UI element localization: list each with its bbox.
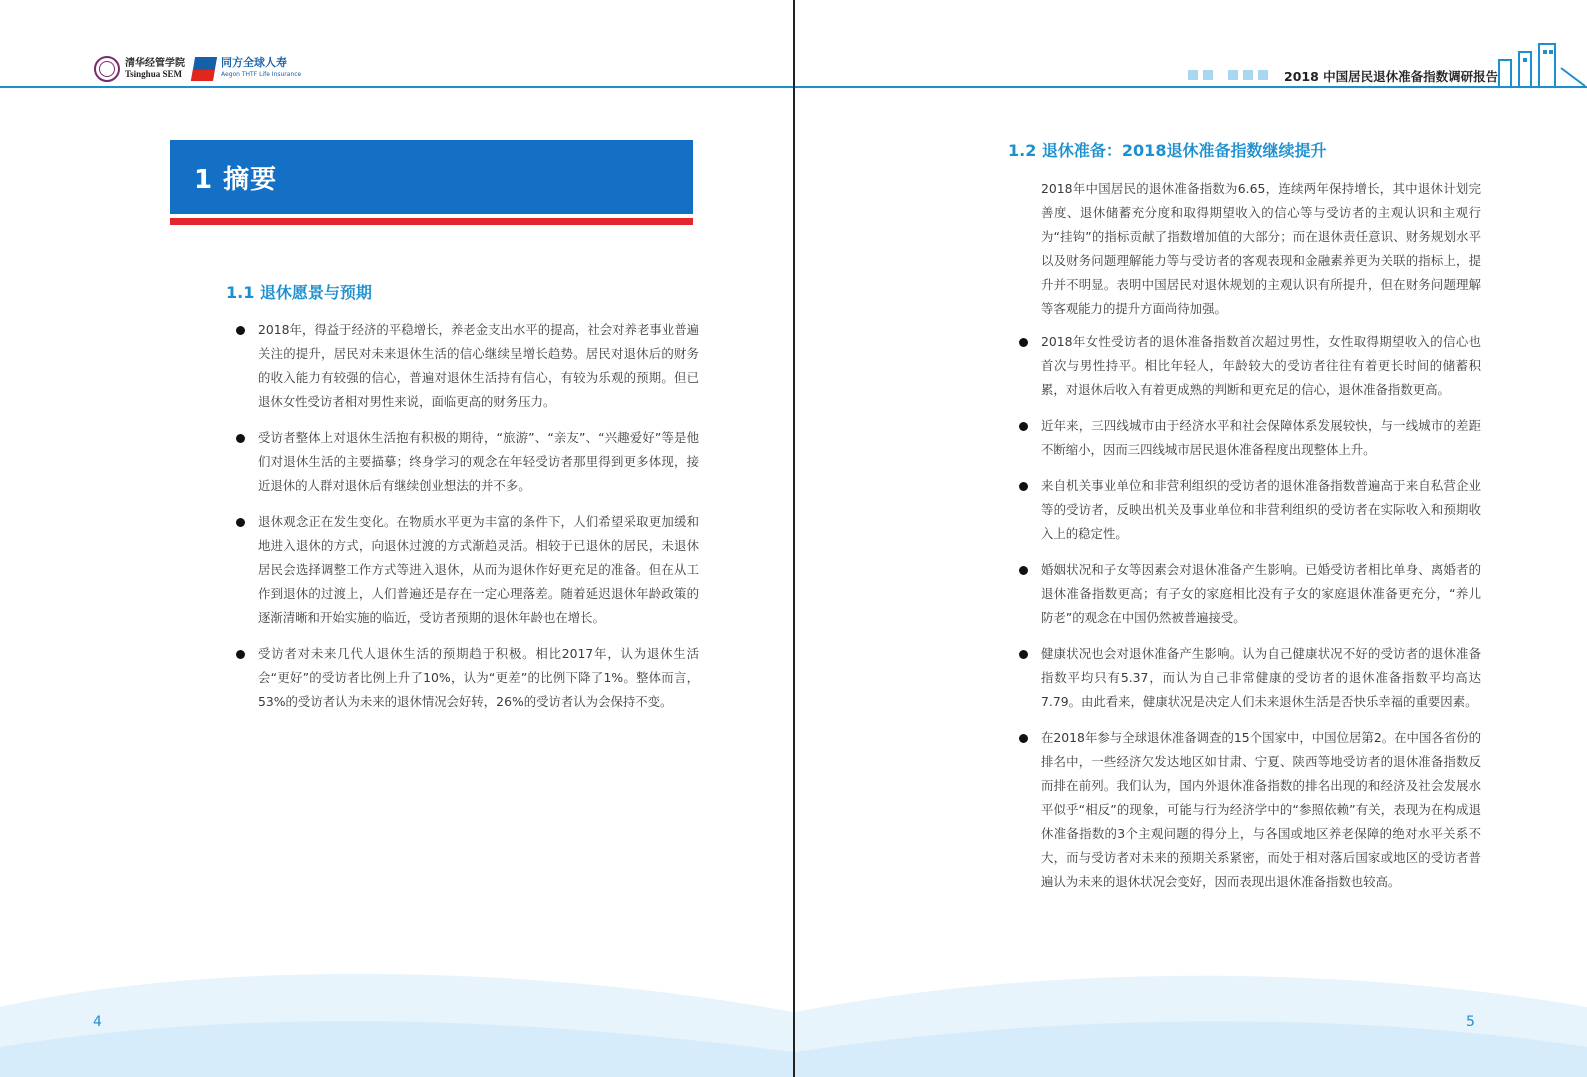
sem-name-en: Tsinghua SEM bbox=[125, 69, 182, 79]
list-item: 婚姻状况和子女等因素会对退休准备产生影响。已婚受访者相比单身、离婚者的退休准备指数更高；有子女的家庭相比没有子女的家庭退休准备更充分，“养儿防老”的观念在中国仍然被普遍接受。 bbox=[1019, 558, 1481, 630]
logos bbox=[94, 54, 301, 84]
list-item: 近年来，三四线城市由于经济水平和社会保障体系发展较快，与一线城市的差距不断缩小，因而三四线城市居民退休准备程度出现整体上升。 bbox=[1019, 414, 1481, 462]
chapter-title: 1 摘要 bbox=[194, 164, 278, 195]
list-item: 受访者对未来几代人退休生活的预期趋于积极。相比2017年，认为退休生活会“更好”的受访者比例上升了10%，认为“更差”的比例下降了1%。整体而言，53%的受访者认为未来的退休情况会好转，26%的受访者认为会保持不变。 bbox=[236, 642, 699, 714]
tsinghua-sem-logo bbox=[94, 56, 185, 82]
decor-square bbox=[1188, 70, 1198, 80]
decor-square bbox=[1203, 70, 1213, 80]
wave-decoration bbox=[0, 967, 793, 1077]
sem-name-cn: 清华经管学院 bbox=[125, 58, 185, 69]
skyline-icon bbox=[1497, 38, 1587, 90]
list-item: 受访者整体上对退休生活抱有积极的期待，“旅游”、“亲友”、“兴趣爱好”等是他们对退休生活的主要描摹；终身学习的观念在年轻受访者那里得到更多体现，接近退休的人群对退休后有继续创业想法的并不多。 bbox=[236, 426, 699, 498]
aegon-name-en: Aegon THTF Life Insurance bbox=[221, 71, 302, 78]
page-number-left: 4 bbox=[93, 1014, 102, 1030]
seal-icon bbox=[94, 56, 120, 82]
list-item: 退休观念正在发生变化。在物质水平更为丰富的条件下，人们希望采取更加缓和地进入退休的方式，向退休过渡的方式渐趋灵活。相较于已退休的居民，未退休居民会选择调整工作方式等进入退休，从而为退休作好更充足的准备。但在从工作到退休的过渡上，人们普遍还是存在一定心理落差。随着延迟退休年龄政策的逐渐清晰和开始实施的临近，受访者预期的退休年龄也在增长。 bbox=[236, 510, 699, 630]
decor-square bbox=[1258, 70, 1268, 80]
right-page bbox=[795, 0, 1587, 1077]
aegon-name-cn: 同方全球人寿 bbox=[221, 56, 287, 69]
report-title: 2018 中国居民退休准备指数调研报告 bbox=[1284, 69, 1499, 84]
bullet-list-right bbox=[1019, 330, 1481, 906]
list-item: 2018年女性受访者的退休准备指数首次超过男性，女性取得期望收入的信心也首次与男性持平。相比年轻人，年龄较大的受访者往往有着更长时间的储蓄积累，对退休后收入有着更成熟的判断和更充足的信心，退休准备指数更高。 bbox=[1019, 330, 1481, 402]
header-squares bbox=[1188, 70, 1268, 80]
list-item: 来自机关事业单位和非营利组织的受访者的退休准备指数普遍高于来自私营企业等的受访者，反映出机关及事业单位和非营利组织的受访者在实际收入和预期收入上的稳定性。 bbox=[1019, 474, 1481, 546]
list-item: 在2018年参与全球退休准备调查的15个国家中，中国位居第2。在中国各省份的排名中，一些经济欠发达地区如甘肃、宁夏、陕西等地受访者的退休准备指数反而排在前列。我们认为，国内外退休准备指数的排名出现的和经济及社会发展水平似乎“相反”的现象，可能与行为经济学中的“参照依赖”有关，表现为在构成退休准备指数的3个主观问题的得分上，与各国或地区养老保障的绝对水平关系不大，而与受访者对未来的预期关系紧密，而处于相对落后国家或地区的受访者普遍认为未来的退休状况会变好，因而表现出退休准备指数也较高。 bbox=[1019, 726, 1481, 894]
decor-square bbox=[1243, 70, 1253, 80]
intro-paragraph: 2018年中国居民的退休准备指数为6.65，连续两年保持增长，其中退休计划完善度、退休储蓄充分度和取得期望收入的信心等与受访者的主观认识和主观行为“挂钩”的指标贡献了指数增加值的大部分；而在退休责任意识、财务规划水平以及财务问题理解能力等与受访者的客观表现和金融素养更为关联的指标上，提升并不明显。表明中国居民对退休规划的主观认识有所提升，但在财务问题理解等客观能力的提升方面尚待加强。 bbox=[1041, 181, 1481, 316]
chapter-banner bbox=[170, 140, 693, 214]
aegon-thtf-logo bbox=[193, 57, 301, 81]
list-item: 健康状况也会对退休准备产生影响。认为自己健康状况不好的受访者的退休准备指数平均只有5.37，而认为自己非常健康的受访者的退休准备指数平均高达7.79。由此看来，健康状况是决定人们未来退休生活是否快乐幸福的重要因素。 bbox=[1019, 642, 1481, 714]
aegon-badge-icon bbox=[191, 57, 217, 81]
header-rule bbox=[0, 86, 793, 88]
decor-square bbox=[1228, 70, 1238, 80]
bullet-list-left bbox=[236, 318, 699, 726]
section-heading-1-2: 1.2 退休准备：2018退休准备指数继续提升 bbox=[1008, 141, 1327, 160]
left-page bbox=[0, 0, 793, 1077]
list-item: 2018年，得益于经济的平稳增长，养老金支出水平的提高，社会对养老事业普遍关注的提升，居民对未来退休生活的信心继续呈增长趋势。居民对退休后的财务的收入能力有较强的信心，普遍对退休生活持有信心，有较为乐观的预期。但已退休女性受访者相对男性来说，面临更高的财务压力。 bbox=[236, 318, 699, 414]
page-number-right: 5 bbox=[1466, 1014, 1475, 1030]
banner-red-stripe bbox=[170, 218, 693, 225]
header-rule bbox=[795, 86, 1587, 88]
section-heading-1-1: 1.1 退休愿景与预期 bbox=[226, 283, 372, 302]
